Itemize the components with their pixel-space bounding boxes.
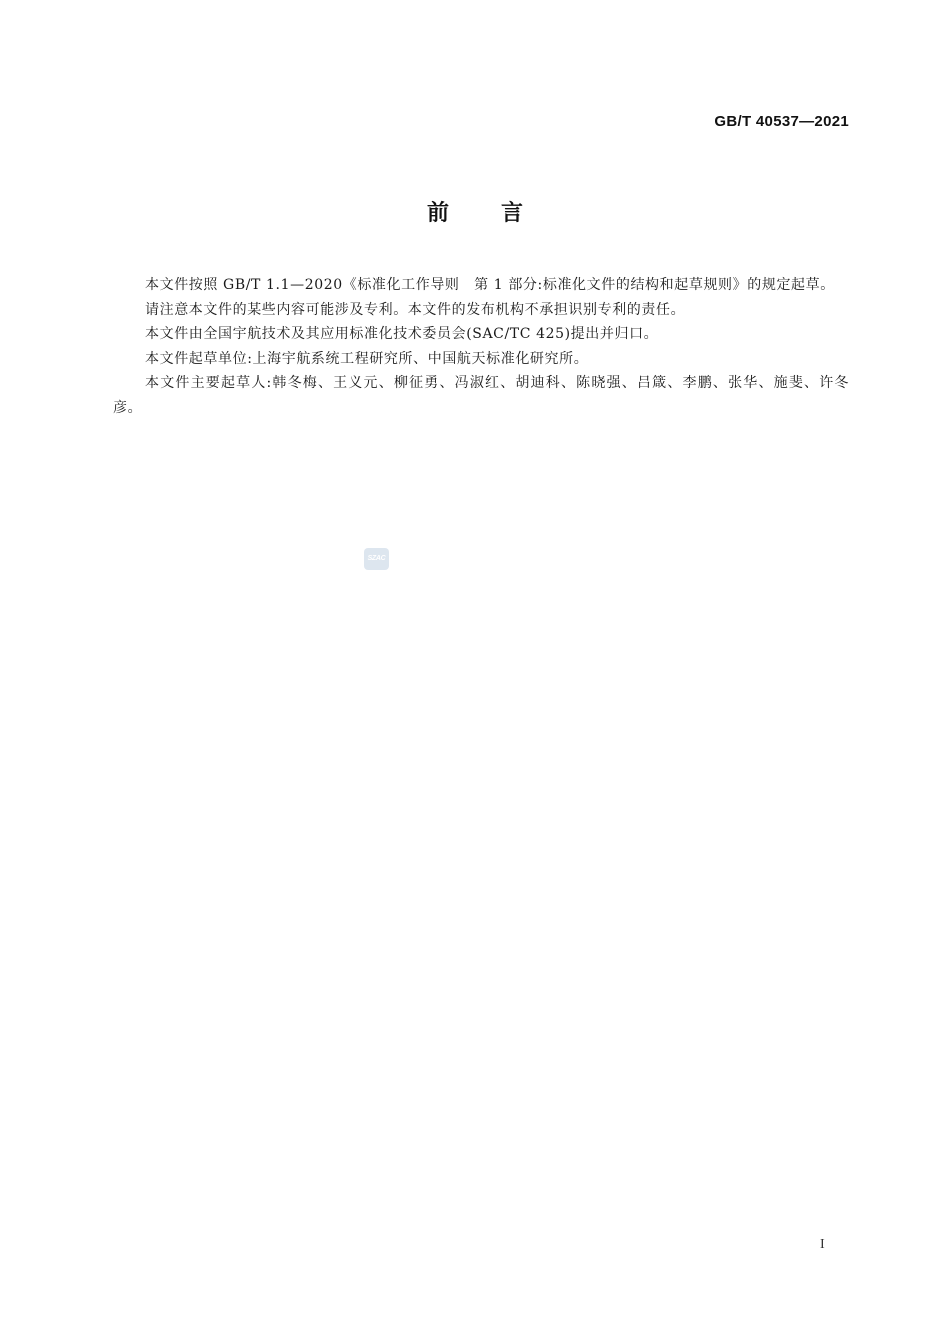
watermark-text: SZAC xyxy=(367,555,386,562)
watermark-logo xyxy=(364,548,389,570)
page-number: I xyxy=(820,1237,825,1252)
paragraph-drafters: 本文件主要起草人:韩冬梅、王义元、柳征勇、冯淑红、胡迪科、陈晓强、吕箴、李鹏、张华、施斐、许冬彦。 xyxy=(113,375,849,416)
foreword-body xyxy=(113,273,849,420)
standard-number: GB/T 40537—2021 xyxy=(714,113,849,130)
paragraph-drafting-rules: 本文件按照 GB/T 1.1—2020《标准化工作导则 第 1 部分:标准化文件的结构和起草规则》的规定起草。 xyxy=(145,277,835,293)
paragraph-proposing-committee: 本文件由全国宇航技术及其应用标准化技术委员会(SAC/TC 425)提出并归口。 xyxy=(145,326,659,342)
paragraph-drafting-units: 本文件起草单位:上海宇航系统工程研究所、中国航天标准化研究所。 xyxy=(145,350,589,367)
page-title: 前言 xyxy=(426,201,575,226)
paragraph-patent-notice: 请注意本文件的某些内容可能涉及专利。本文件的发布机构不承担识别专利的责任。 xyxy=(145,301,686,318)
